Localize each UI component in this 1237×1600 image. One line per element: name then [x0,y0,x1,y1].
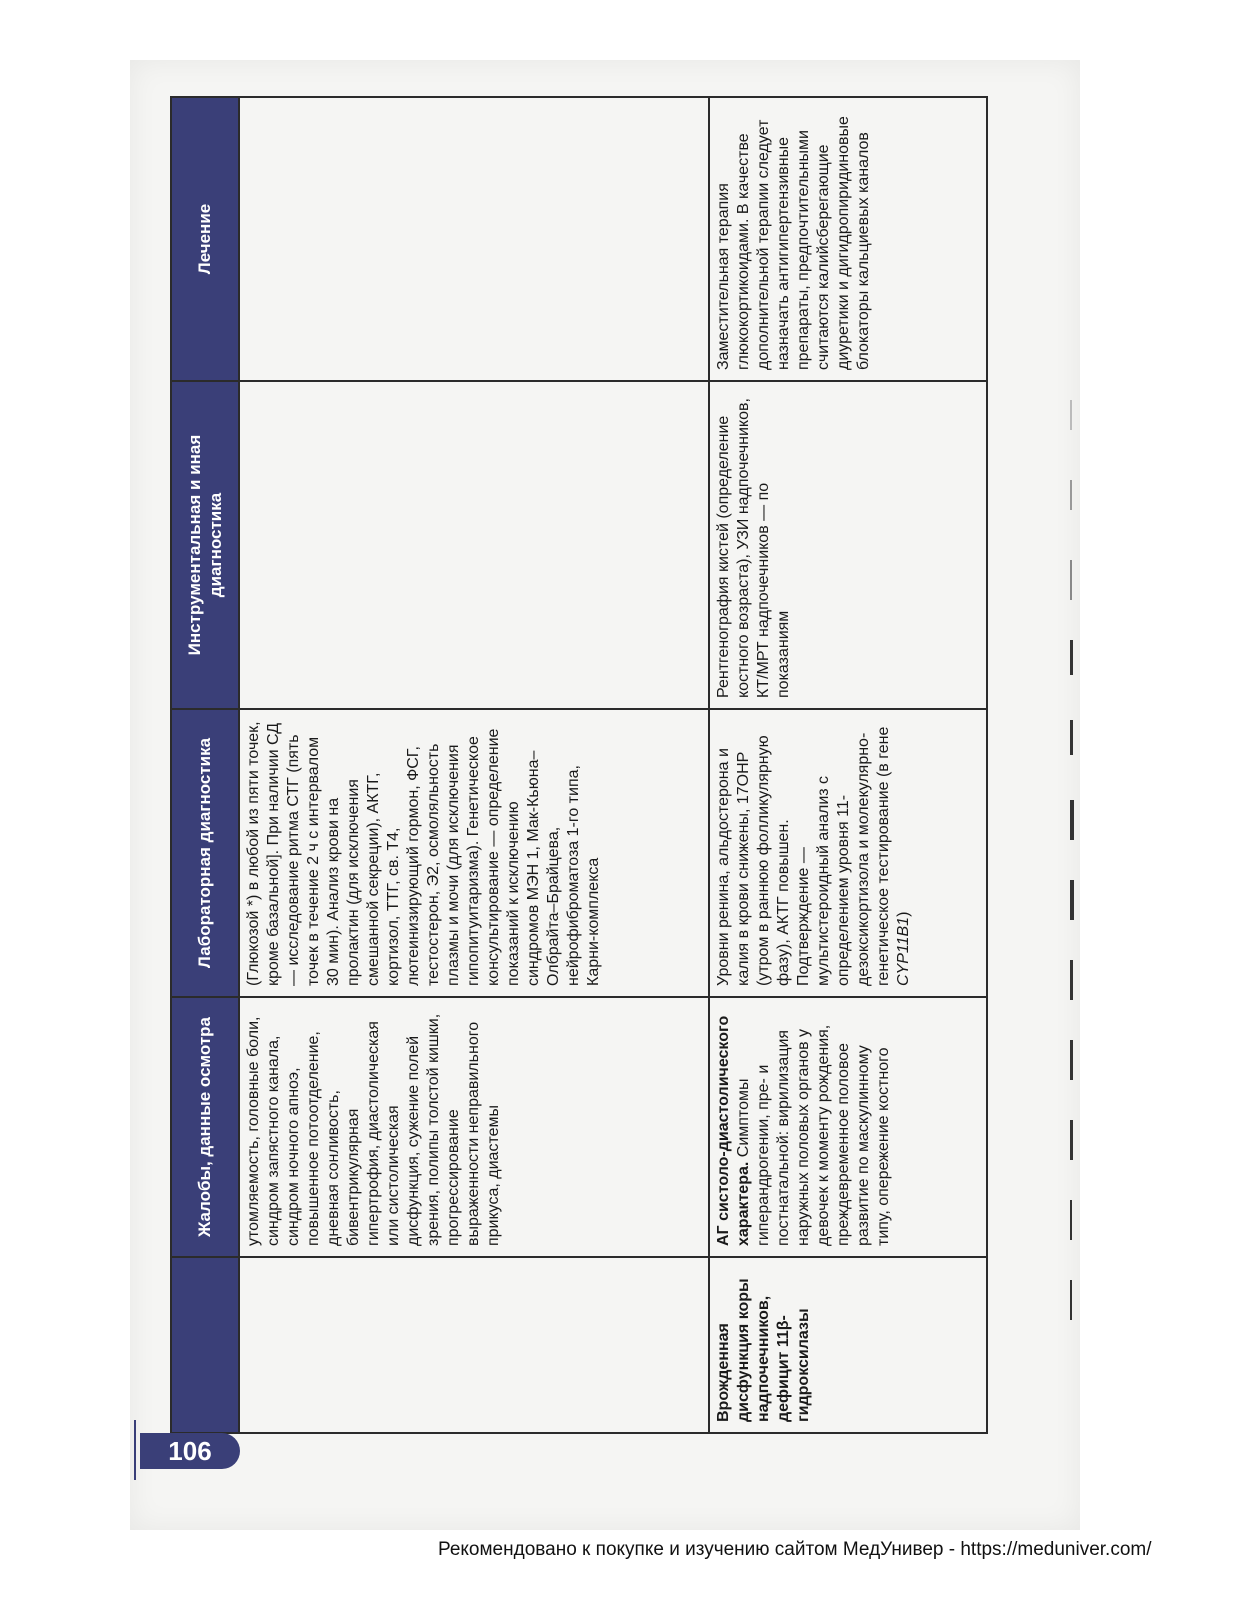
header-condition [171,1257,239,1433]
binding-mark [1070,1280,1072,1320]
binding-mark [1070,640,1073,675]
footer-recommendation: Рекомендовано к покупке и изучению сайтом МедУнивер - https://meduniver.com/ [438,1539,1152,1560]
rotated-table [170,98,988,1434]
cell-instrumental: Рентгенография кистей (определение костного возраста), УЗИ надпочечников, КТ/МРТ надпочечников — по показаниям [709,381,987,709]
complaints-lead: АГ систоло-диастолического характера. [715,1015,752,1246]
cell-lab [709,709,987,997]
binding-mark [1070,400,1072,430]
gene-name: CYP11B1 [895,916,912,986]
header-treatment: Лечение [171,97,239,381]
binding-mark [1070,480,1072,510]
cell-condition: Врожденная дисфункция коры надпочечников, дефицит 11β-гидроксилазы [709,1257,987,1433]
header-lab: Лабораторная диагностика [171,709,239,997]
binding-mark [1070,560,1072,600]
binding-mark [1070,720,1073,755]
complaints-text: Симптомы гиперандрогении, пре- и постнатальной: вирилизация наружных половых органов у девочек к моменту рождения, преждевременное половое развитие по маскулинному типу, опережение костного [735,1024,892,1246]
cell-condition [239,1257,709,1433]
binding-mark [1070,1200,1072,1240]
cell-complaints: утомляемость, головные боли, синдром запястного канала, синдром ночного апноэ, повышенное потоотделение, дневная сонливость, бивентрикулярная гипертрофия, диастолическая или систолическая дисфункция, сужение полей зрения, полипы толстой кишки, прогрессирование выраженности неправильного прикуса, диастемы [239,997,709,1257]
table-header-row [171,97,239,1433]
binding-mark [1070,1040,1073,1080]
cell-lab: (Глюкозой *) в любой из пяти точек, кроме базальной]. При наличии СД — исследование ритма СТГ (пять точек в течение 2 ч с интервалом 30 мин). Анализ крови на пролактин (для исключения смешанной секреции), АКТГ, кортизол, ТТГ, св. Т4, лютеинизирующий гормон, ФСГ, тестостерон, Э2, осмоляльность плазмы и мочи (для исключения гипопитуитаризма). Генетическое консультирование — определение показаний к исключению синдромов МЭН 1, Мак-Кьюна–Олбрайта–Брайцева, нейрофиброматоза 1-го типа, Карни-комплекса [239,709,709,997]
diagnosis-table [170,96,988,1434]
table-row [709,97,987,1433]
binding-mark [1070,1120,1073,1160]
header-instrumental: Инструментальная и иная диагностика [171,381,239,709]
cell-treatment [239,97,709,381]
lab-tail: ) [895,911,912,917]
page-number: 106 [140,1433,240,1469]
binding-mark [1070,960,1073,1000]
binding-mark [1070,880,1074,920]
lab-text: Уровни ренина, альдостерона и калия в крови снижены, 17ОНР (утром в раннюю фолликулярную фазу), АКТГ повышен. Подтверждение — мультистероидный анализ с определением уровня 11-дезоксикортизола и молекулярно-генетическое тестирование (в гене [715,726,892,986]
table-row [239,97,709,1433]
rotated-table-container [170,98,988,1434]
page-edge-accent [134,1420,136,1480]
cell-instrumental [239,381,709,709]
binding-mark [1070,800,1074,840]
cell-treatment: Заместительная терапия глюкокортикоидами. В качестве дополнительной терапии следует назначать антигипертензивные препараты, предпочтительными считаются калийсберегающие диуретики и дигидропиридиновые блокаторы кальциевых каналов [709,97,987,381]
header-complaints: Жалобы, данные осмотра [171,997,239,1257]
cell-complaints [709,997,987,1257]
binding-marks [1060,70,1080,1530]
